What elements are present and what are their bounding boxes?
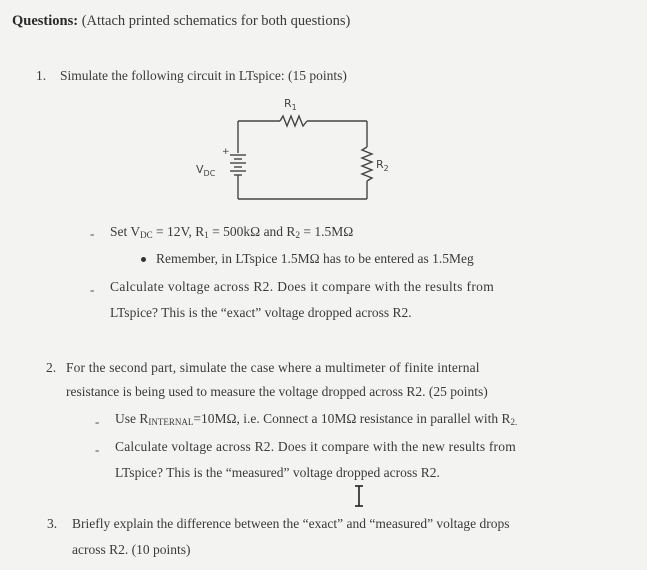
q2-use-line: Use $R_{INTERNAL}=10M\Omega$, i.e. Connect a 10MΩ resistance in parallel with $R_{2.}$ — [115, 411, 518, 427]
q2-calc-line1: Calculate voltage across R2. Does it compare with the new results from — [115, 439, 516, 454]
q2-line1: For the second part, simulate the case where a multimeter of finite internal — [66, 360, 480, 375]
r1-label: $R_1$ — [284, 97, 297, 112]
q2-line2: resistance is being used to measure the voltage dropped across R2. (25 points) — [66, 384, 488, 399]
plus-sign: + — [222, 147, 230, 157]
q2-number: 2. — [46, 360, 57, 375]
calc2-dash: - — [95, 442, 100, 457]
q1-set-line: Set $V_{DC} = 12V$, $R_1 = 500k\Omega$ and $R_2 = 1.5M\Omega$ — [110, 224, 354, 240]
use-dash: - — [95, 414, 100, 429]
q1-number: 1. — [36, 68, 47, 83]
calc1-dash: - — [90, 282, 95, 297]
r1-resistor — [280, 116, 307, 126]
q1-text: Simulate the following circuit in LTspice: (15 points) — [60, 68, 347, 83]
circuit-schematic — [185, 95, 395, 207]
questions-heading — [12, 13, 350, 29]
q3-number: 3. — [47, 516, 58, 531]
q3-line2: across R2. (10 points) — [72, 542, 191, 557]
vdc-label: $V_{DC}$ — [196, 163, 216, 178]
text-cursor-icon — [352, 485, 366, 507]
questions-instruction: (Attach printed schematics for both questions) — [81, 13, 351, 29]
questions-label: Questions: — [12, 13, 79, 29]
q1-remember: Remember, in LTspice 1.5MΩ has to be entered as 1.5Meg — [156, 251, 474, 266]
remember-bullet — [141, 257, 146, 262]
r2-label: $R_2$ — [376, 158, 389, 173]
set-dash: - — [90, 226, 95, 241]
q2-calc-line2: LTspice? This is the “measured” voltage dropped across R2. — [115, 465, 440, 480]
q1-calc-line2: LTspice? This is the “exact” voltage dropped across R2. — [110, 305, 412, 320]
q1-calc-line1: Calculate voltage across R2. Does it compare with the results from — [110, 279, 495, 294]
q3-line1: Briefly explain the difference between the “exact” and “measured” voltage drops — [72, 516, 510, 531]
r2-resistor — [362, 147, 372, 181]
